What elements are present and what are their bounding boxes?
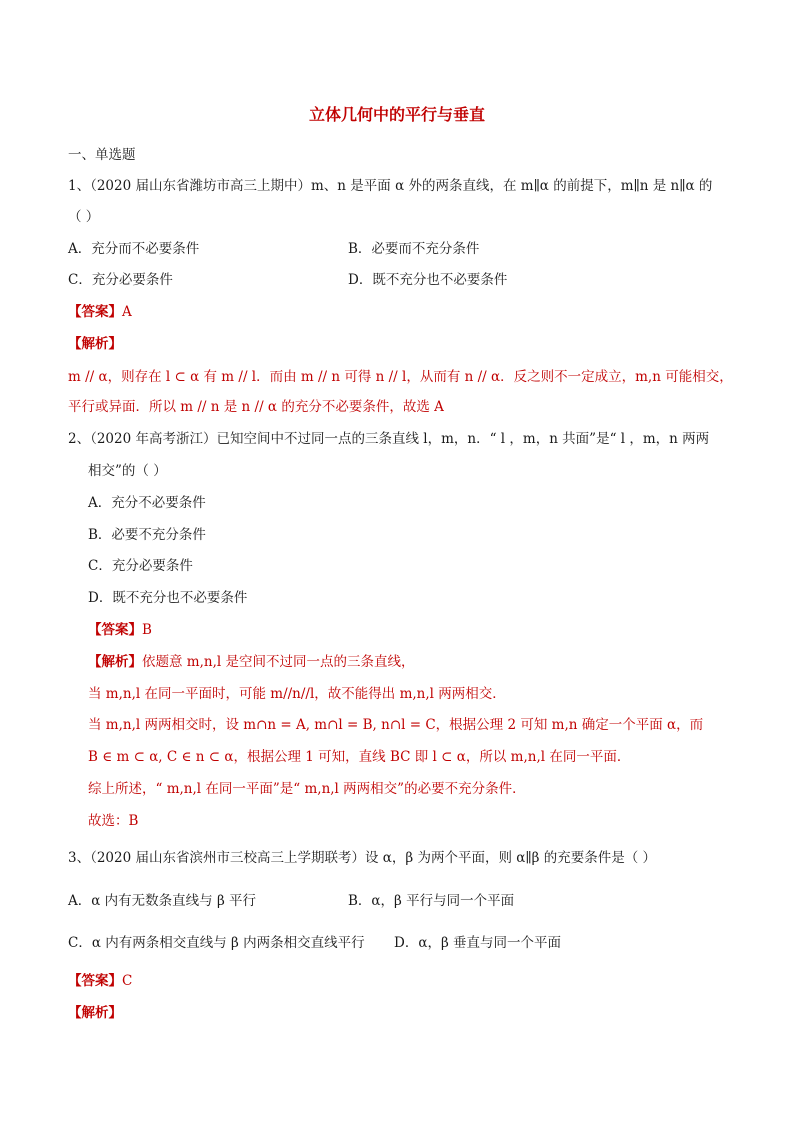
- q2-analysis-line6: 故选：B: [88, 813, 139, 829]
- q2-analysis-line3: 当 m,n,l 两两相交时，设 m∩n = A, m∩l = B, n∩l = C，根据公理 2 可知 m,n 确定一个平面 α，而: [88, 717, 704, 733]
- q1-answer-label: 【答案】: [68, 304, 122, 320]
- q1-stem-line1: 1、（2020 届山东省潍坊市高三上期中）m、n 是平面 α 外的两条直线，在 m∥α 的前提下，m∥n 是 n∥α 的: [68, 178, 713, 194]
- q1-option-b: B．必要而不充分条件: [348, 241, 480, 257]
- q2-analysis-label: 【解析】: [88, 654, 142, 670]
- q1-stem-line2: （ ）: [68, 209, 100, 225]
- q3-answer-label: 【答案】: [68, 973, 122, 989]
- q3-stem-line1: 3、（2020 届山东省滨州市三校高三上学期联考）设 α，β 为两个平面，则 α∥β 的充要条件是（ ）: [68, 850, 657, 866]
- q3-option-c: C．α 内有两条相交直线与 β 内两条相交直线平行: [68, 935, 365, 951]
- q2-stem-line1: 2、（2020 年高考浙江）已知空间中不过同一点的三条直线 l，m，n．“ l ，m，n 共面”是“ l ，m，n 两两: [68, 431, 710, 447]
- q2-analysis-line2: 当 m,n,l 在同一平面时，可能 m//n//l，故不能得出 m,n,l 两两相交．: [88, 686, 506, 702]
- q2-analysis-text1: 依题意 m,n,l 是空间不过同一点的三条直线，: [142, 654, 415, 670]
- q1-answer: [68, 303, 132, 321]
- q1-analysis-line1: m // α，则存在 l ⊂ α 有 m // l．而由 m // n 可得 n // l，从而有 n // α．反之则不一定成立，m,n 可能相交，: [68, 369, 733, 385]
- q2-answer-label: 【答案】: [88, 622, 142, 638]
- q2-option-d: D．既不充分也不必要条件: [88, 590, 248, 606]
- q1-answer-value: A: [122, 304, 132, 320]
- q2-analysis-line1: [88, 653, 414, 671]
- q2-answer: [88, 621, 152, 639]
- q3-option-b: B．α，β 平行与同一个平面: [348, 893, 515, 909]
- page-title: 立体几何中的平行与垂直: [308, 105, 485, 124]
- q3-option-d: D．α，β 垂直与同一个平面: [394, 935, 562, 951]
- q3-answer: [68, 972, 132, 990]
- q3-option-a: A．α 内有无数条直线与 β 平行: [68, 893, 257, 909]
- q1-analysis-label: 【解析】: [68, 336, 122, 352]
- q3-analysis-label: 【解析】: [68, 1005, 122, 1021]
- q2-stem-line2: 相交”的（ ）: [88, 463, 167, 479]
- q2-answer-value: B: [142, 622, 152, 638]
- q2-option-a: A．充分不必要条件: [88, 495, 206, 511]
- q3-answer-value: C: [122, 973, 133, 989]
- q2-option-b: B．必要不充分条件: [88, 527, 206, 543]
- q1-analysis-line2: 平行或异面．所以 m // n 是 n // α 的充分不必要条件，故选 A: [68, 399, 444, 415]
- q2-analysis-line5: 综上所述，“ m,n,l 在同一平面”是“ m,n,l 两两相交”的必要不充分条件．: [88, 781, 526, 797]
- q1-option-c: C．充分必要条件: [68, 272, 173, 288]
- q1-option-d: D．既不充分也不必要条件: [348, 272, 508, 288]
- q2-option-c: C．充分必要条件: [88, 558, 193, 574]
- q2-analysis-line4: B ∈ m ⊂ α, C ∈ n ⊂ α，根据公理 1 可知，直线 BC 即 l ⊂ α，所以 m,n,l 在同一平面．: [88, 749, 631, 765]
- q1-option-a: A．充分而不必要条件: [68, 241, 200, 257]
- section-heading: 一、单选题: [68, 147, 136, 163]
